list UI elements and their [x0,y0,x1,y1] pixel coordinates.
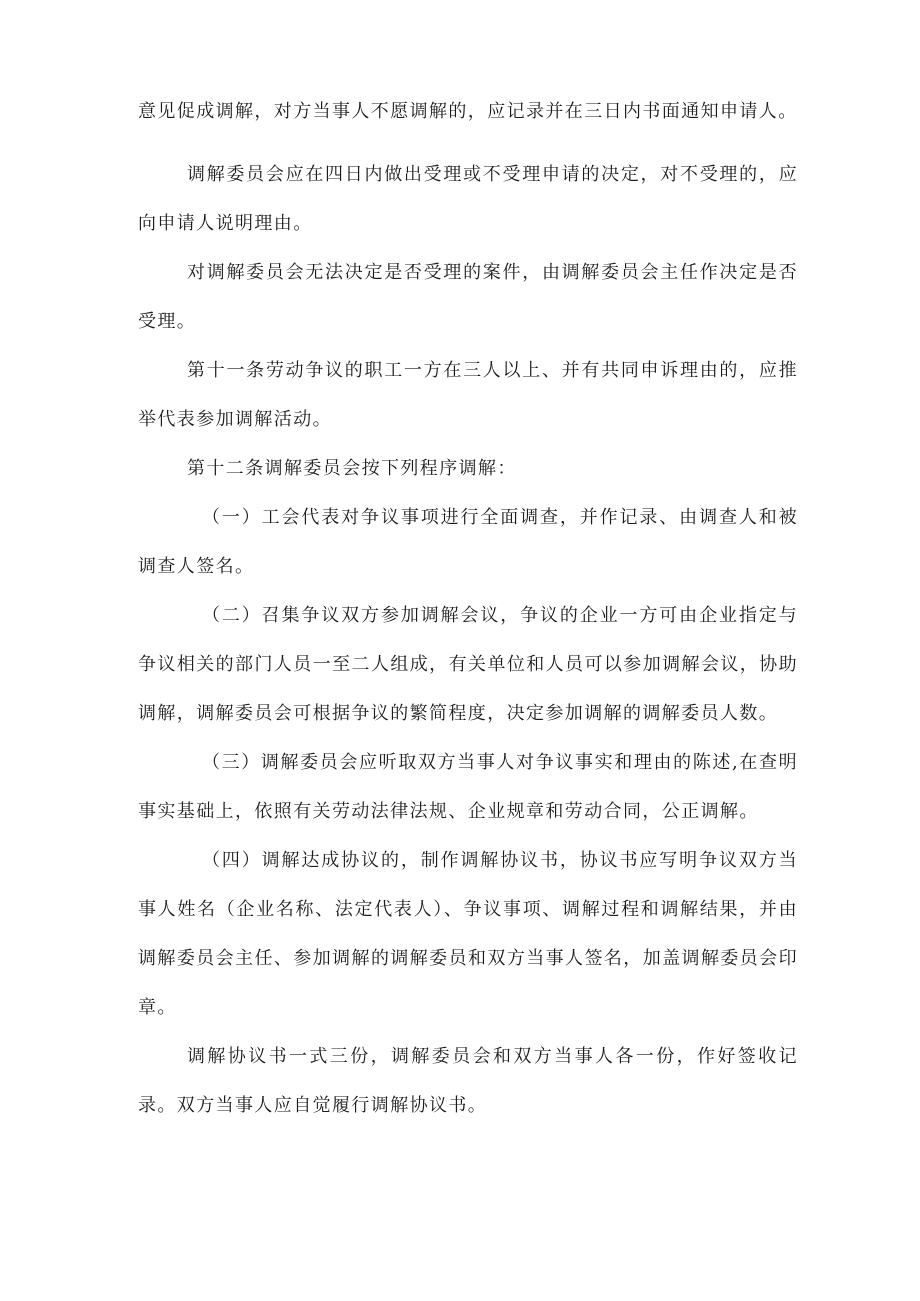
document-page [138,98,798,1130]
paragraph-agreement-copies: 调解协议书一式三份，调解委员会和双方当事人各一份，作好签收记录。双方当事人应自觉履行调解协议书。 [138,1046,798,1116]
paragraph-step-1: （一）工会代表对争议事项进行全面调查，并作记录、由调查人和被调查人签名。 [138,507,798,577]
paragraph-continuation: 意见促成调解，对方当事人不愿调解的，应记录并在三日内书面通知申请人。 [138,101,798,122]
paragraph-step-4: （四）调解达成协议的，制作调解协议书，协议书应写明争议双方当事人姓名（企业名称、法定代表人）、争议事项、调解过程和调解结果，并由调解委员会主任、参加调解的调解委员和双方当事人签名，加盖调解委员会印章。 [138,850,798,1018]
paragraph-director-decision: 对调解委员会无法决定是否受理的案件，由调解委员会主任作决定是否受理。 [138,262,798,332]
paragraph-article-12: 第十二条调解委员会按下列程序调解： [187,458,517,479]
paragraph-acceptance-decision: 调解委员会应在四日内做出受理或不受理申请的决定，对不受理的，应向申请人说明理由。 [138,164,798,234]
paragraph-step-2: （二）召集争议双方参加调解会议，争议的企业一方可由企业指定与争议相关的部门人员一至二人组成，有关单位和人员可以参加调解会议，协助调解，调解委员会可根据争议的繁简程度，决定参加调解的调解委员人数。 [138,605,798,724]
paragraph-article-11: 第十一条劳动争议的职工一方在三人以上、并有共同申诉理由的，应推举代表参加调解活动。 [138,360,798,430]
paragraph-step-3: （三）调解委员会应听取双方当事人对争议事实和理由的陈述,在查明事实基础上，依照有关劳动法律法规、企业规章和劳动合同，公正调解。 [138,752,798,822]
